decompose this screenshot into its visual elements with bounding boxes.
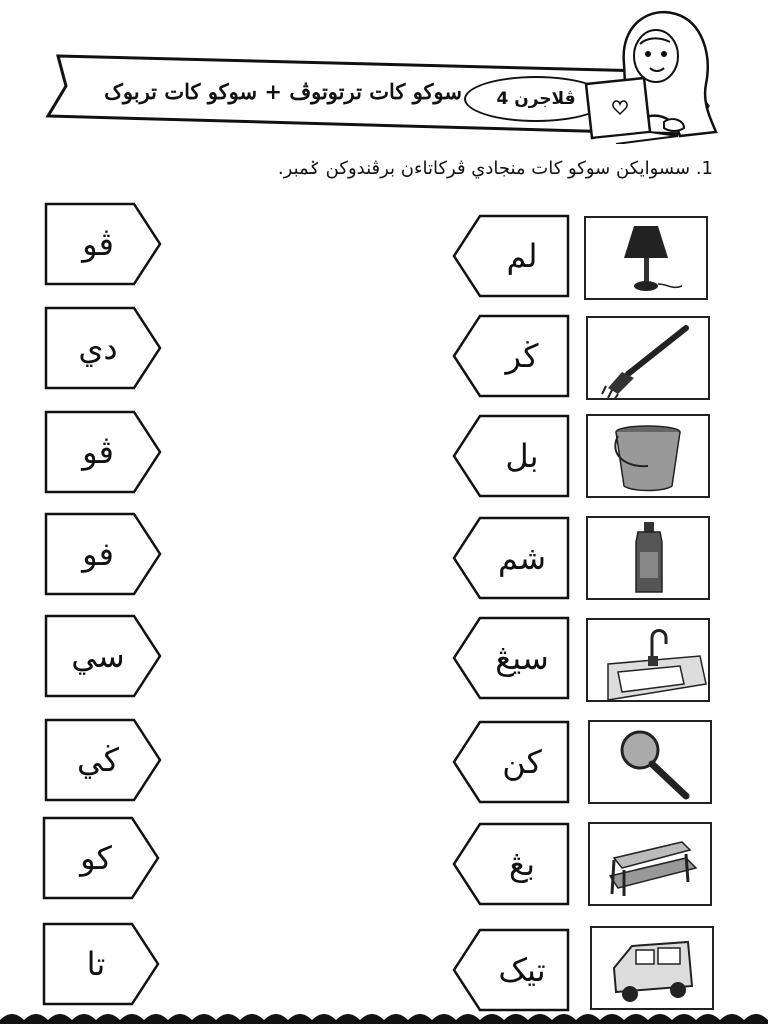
picture-box: [590, 926, 714, 1010]
right-syllable-card[interactable]: [452, 314, 570, 398]
sink-icon: [588, 620, 708, 704]
instruction: [153, 158, 713, 179]
right-syllable-text: كن: [502, 743, 542, 781]
fork-icon: [588, 318, 708, 398]
bench-icon: [590, 824, 710, 908]
shampoo-bottle-icon: [588, 518, 708, 598]
right-syllable-text: سيڠ: [495, 639, 549, 677]
left-syllable-text: تا: [86, 945, 106, 983]
right-syllable-text: لم: [506, 237, 538, 275]
picture-box: [584, 216, 708, 300]
bucket-icon: [588, 416, 708, 496]
picture-box: [586, 414, 710, 498]
right-syllable-text: بل: [505, 437, 539, 475]
left-syllable-card[interactable]: [44, 202, 162, 286]
instruction-number: 1.: [695, 158, 713, 179]
left-syllable-text: دي: [78, 329, 118, 367]
left-syllable-text: ڤو: [82, 225, 114, 263]
left-syllable-text: فو: [82, 535, 114, 573]
magnifying-glass-icon: [590, 722, 710, 806]
picture-box: [588, 720, 712, 804]
left-syllable-card[interactable]: [42, 922, 160, 1006]
left-syllable-card[interactable]: [44, 410, 162, 494]
left-syllable-text: ڤو: [82, 433, 114, 471]
picture-box: [588, 822, 712, 906]
lamp-icon: [586, 218, 706, 298]
picture-box: [586, 618, 710, 702]
bottom-border-decoration: [0, 1000, 768, 1024]
right-syllable-card[interactable]: [452, 616, 570, 700]
right-syllable-text: بڠ: [509, 845, 535, 883]
right-syllable-card[interactable]: [452, 516, 570, 600]
right-syllable-text: ڬر: [505, 337, 539, 375]
left-syllable-card[interactable]: [42, 816, 160, 900]
left-syllable-text: ڬي: [77, 741, 119, 779]
left-syllable-text: سي: [71, 637, 125, 675]
right-syllable-card[interactable]: [452, 822, 570, 906]
left-syllable-card[interactable]: [44, 614, 162, 698]
right-syllable-card[interactable]: [452, 214, 570, 298]
picture-box: [586, 516, 710, 600]
left-syllable-text: كو: [80, 839, 112, 877]
left-syllable-card[interactable]: [44, 512, 162, 596]
lesson-number-label: ڤلاجرن 4: [496, 89, 576, 109]
right-syllable-card[interactable]: [452, 720, 570, 804]
right-syllable-text: شم: [497, 539, 547, 577]
lesson-title: سوكو كات ترتوتوڤ + سوكو كات تربوک: [104, 79, 462, 104]
right-syllable-text: تيک: [498, 951, 546, 989]
right-syllable-card[interactable]: [452, 414, 570, 498]
girl-with-laptop-icon: [580, 4, 720, 144]
instruction-text: سسوايكن سوكو كات منجادي ڤركاتاءن برڤندوكن ݢمبر.: [277, 158, 691, 179]
left-syllable-card[interactable]: [44, 306, 162, 390]
left-syllable-card[interactable]: [44, 718, 162, 802]
picture-box: [586, 316, 710, 400]
